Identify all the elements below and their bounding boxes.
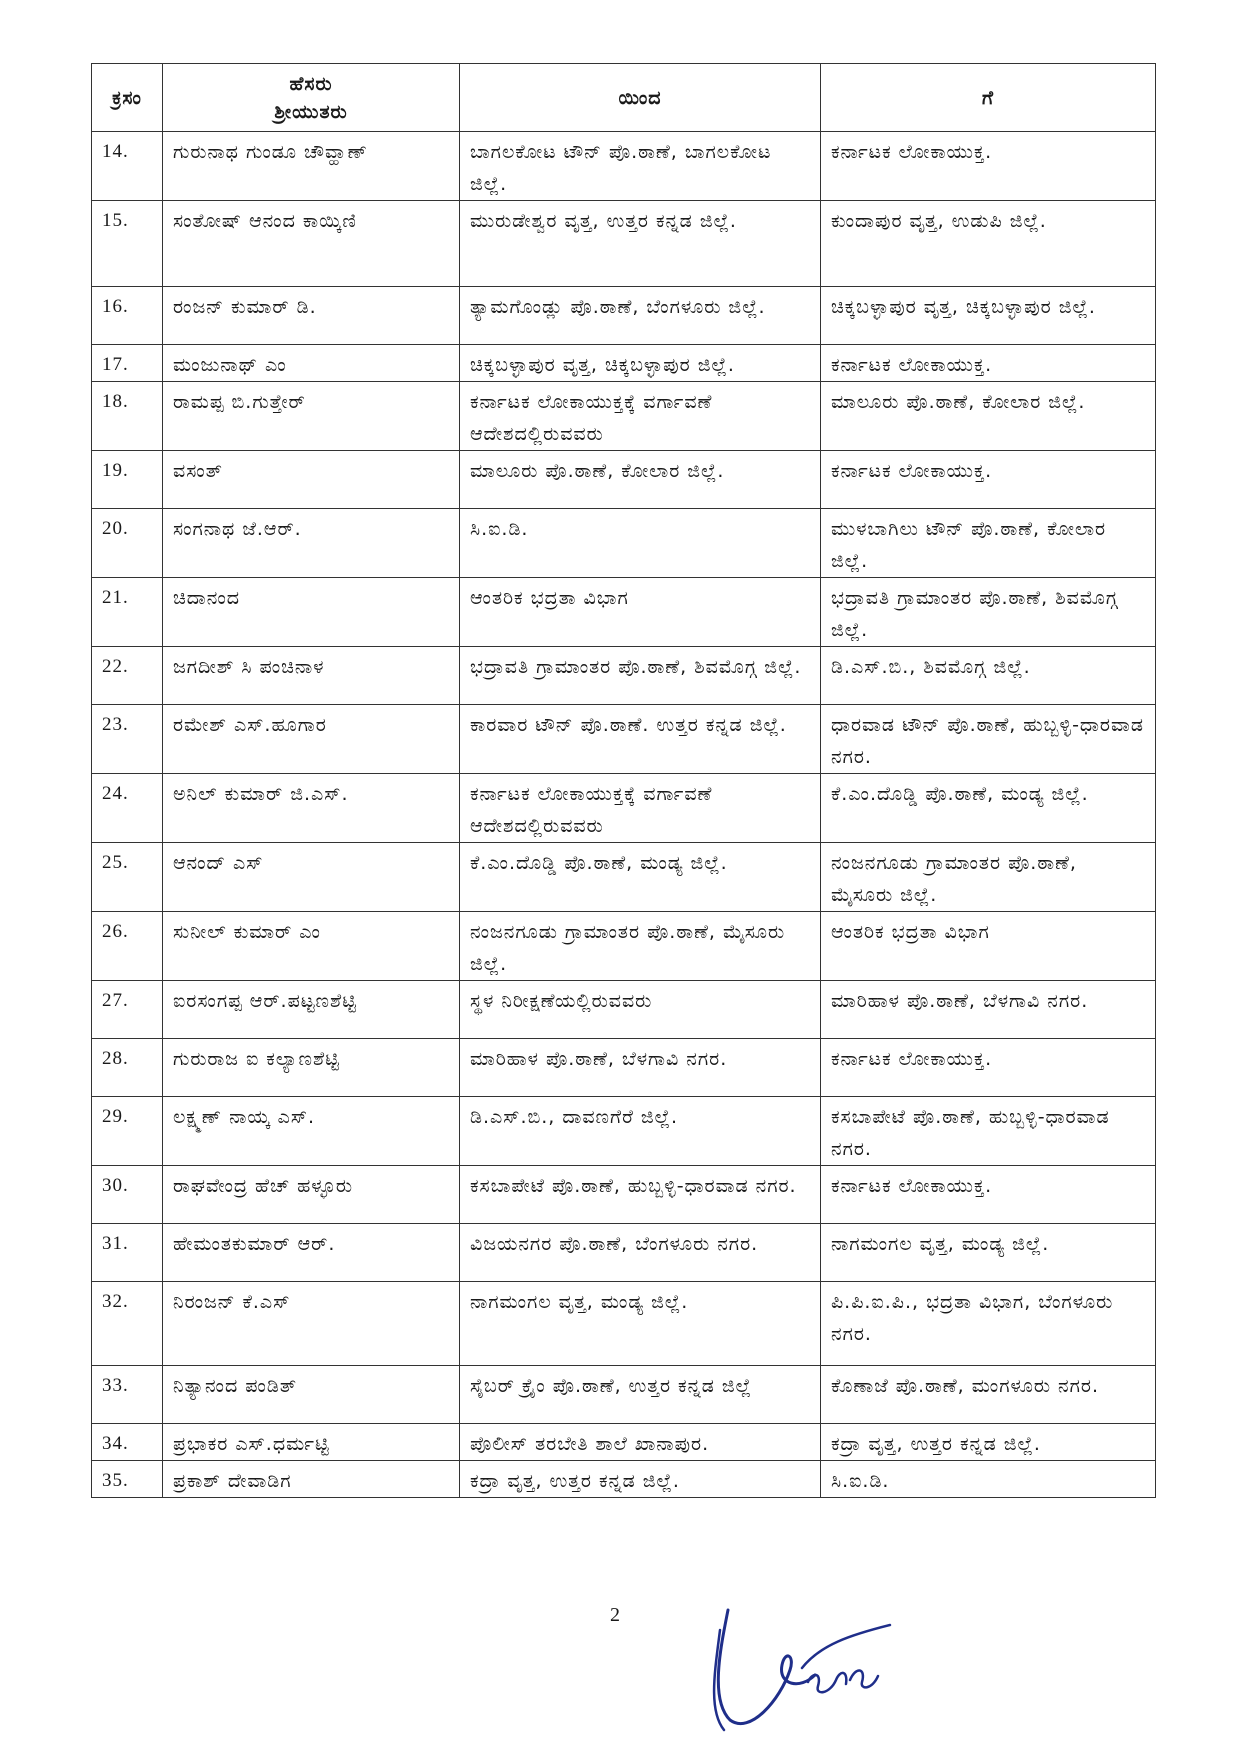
cell-from: ಕಾರವಾರ ಟೌನ್ ಪೊ.ಠಾಣೆ. ಉತ್ತರ ಕನ್ನಡ ಜಿಲ್ಲೆ. xyxy=(460,705,821,774)
header-serial: ಕ್ರಸಂ xyxy=(92,64,163,132)
table-row xyxy=(92,981,1156,1039)
cell-to: ಚಿಕ್ಕಬಳ್ಳಾಪುರ ವೃತ್ತ, ಚಿಕ್ಕಬಳ್ಳಾಪುರ ಜಿಲ್ಲೆ. xyxy=(821,287,1156,345)
cell-serial: 19. xyxy=(92,451,163,509)
cell-to: ಕೆ.ಎಂ.ದೊಡ್ಡಿ ಪೊ.ಠಾಣೆ, ಮಂಡ್ಯ ಜಿಲ್ಲೆ. xyxy=(821,774,1156,843)
cell-from: ಚಿಕ್ಕಬಳ್ಳಾಪುರ ವೃತ್ತ, ಚಿಕ್ಕಬಳ್ಳಾಪುರ ಜಿಲ್ಲೆ. xyxy=(460,345,821,382)
cell-serial: 34. xyxy=(92,1424,163,1461)
cell-name: ಗುರುರಾಜ ಐ ಕಲ್ಯಾಣಶೆಟ್ಟಿ xyxy=(163,1039,460,1097)
cell-to: ಕರ್ನಾಟಕ ಲೋಕಾಯುಕ್ತ. xyxy=(821,451,1156,509)
cell-name: ಐರಸಂಗಪ್ಪ ಆರ್.ಪಟ್ಟಣಶೆಟ್ಟಿ xyxy=(163,981,460,1039)
table-row xyxy=(92,1366,1156,1424)
cell-to: ಧಾರವಾಡ ಟೌನ್ ಪೊ.ಠಾಣೆ, ಹುಬ್ಬಳ್ಳಿ-ಧಾರವಾಡ ನಗರ. xyxy=(821,705,1156,774)
cell-from: ಕರ್ನಾಟಕ ಲೋಕಾಯುಕ್ತಕ್ಕೆ ವರ್ಗಾವಣೆ ಆದೇಶದಲ್ಲಿರುವವರು xyxy=(460,382,821,451)
cell-name: ರಾಮಪ್ಪ ಬಿ.ಗುತ್ತೇರ್ xyxy=(163,382,460,451)
table-row xyxy=(92,201,1156,287)
header-from: ಯಿಂದ xyxy=(460,64,821,132)
header-name-line1: ಹೆಸರು xyxy=(289,72,333,95)
cell-to: ಭದ್ರಾವತಿ ಗ್ರಾಮಾಂತರ ಪೊ.ಠಾಣೆ, ಶಿವಮೊಗ್ಗ ಜಿಲ್ಲೆ. xyxy=(821,578,1156,647)
cell-from: ಕದ್ರಾ ವೃತ್ತ, ಉತ್ತರ ಕನ್ನಡ ಜಿಲ್ಲೆ. xyxy=(460,1461,821,1498)
cell-to: ಕರ್ನಾಟಕ ಲೋಕಾಯುಕ್ತ. xyxy=(821,132,1156,201)
cell-name: ಲಕ್ಷ್ಮಣ್ ನಾಯ್ಕ ಎಸ್. xyxy=(163,1097,460,1166)
cell-name: ಪ್ರಕಾಶ್ ದೇವಾಡಿಗ xyxy=(163,1461,460,1498)
cell-serial: 31. xyxy=(92,1224,163,1282)
table-body xyxy=(92,132,1156,1498)
table-row xyxy=(92,647,1156,705)
cell-from: ಕಸಬಾಪೇಟೆ ಪೊ.ಠಾಣೆ, ಹುಬ್ಬಳ್ಳಿ-ಧಾರವಾಡ ನಗರ. xyxy=(460,1166,821,1224)
table-row xyxy=(92,509,1156,578)
cell-from: ಭದ್ರಾವತಿ ಗ್ರಾಮಾಂತರ ಪೊ.ಠಾಣೆ, ಶಿವಮೊಗ್ಗ ಜಿಲ್ಲೆ. xyxy=(460,647,821,705)
cell-to: ಕದ್ರಾ ವೃತ್ತ, ಉತ್ತರ ಕನ್ನಡ ಜಿಲ್ಲೆ. xyxy=(821,1424,1156,1461)
table-row xyxy=(92,843,1156,912)
cell-serial: 15. xyxy=(92,201,163,287)
cell-name: ಆನಂದ್ ಎಸ್ xyxy=(163,843,460,912)
header-name xyxy=(163,64,460,132)
cell-from: ಕರ್ನಾಟಕ ಲೋಕಾಯುಕ್ತಕ್ಕೆ ವರ್ಗಾವಣೆ ಆದೇಶದಲ್ಲಿರುವವರು xyxy=(460,774,821,843)
table-row xyxy=(92,705,1156,774)
cell-serial: 30. xyxy=(92,1166,163,1224)
table-row xyxy=(92,1224,1156,1282)
cell-serial: 28. xyxy=(92,1039,163,1097)
cell-to: ನಾಗಮಂಗಲ ವೃತ್ತ, ಮಂಡ್ಯ ಜಿಲ್ಲೆ. xyxy=(821,1224,1156,1282)
cell-serial: 23. xyxy=(92,705,163,774)
table-header-row xyxy=(92,64,1156,132)
cell-serial: 17. xyxy=(92,345,163,382)
table-row xyxy=(92,578,1156,647)
cell-to: ಮಾಲೂರು ಪೊ.ಠಾಣೆ, ಕೋಲಾರ ಜಿಲ್ಲೆ. xyxy=(821,382,1156,451)
cell-name: ಜಗದೀಶ್ ಸಿ ಪಂಚಿನಾಳ xyxy=(163,647,460,705)
cell-name: ರಂಜನ್ ಕುಮಾರ್ ಡಿ. xyxy=(163,287,460,345)
cell-to: ಪಿ.ಪಿ.ಐ.ಪಿ., ಭದ್ರತಾ ವಿಭಾಗ, ಬೆಂಗಳೂರು ನಗರ. xyxy=(821,1282,1156,1366)
cell-serial: 20. xyxy=(92,509,163,578)
cell-serial: 18. xyxy=(92,382,163,451)
cell-from: ಪೊಲೀಸ್ ತರಬೇತಿ ಶಾಲೆ ಖಾನಾಪುರ. xyxy=(460,1424,821,1461)
cell-from: ಮಾಲೂರು ಪೊ.ಠಾಣೆ, ಕೋಲಾರ ಜಿಲ್ಲೆ. xyxy=(460,451,821,509)
cell-name: ಹೇಮಂತಕುಮಾರ್ ಆರ್. xyxy=(163,1224,460,1282)
table-row xyxy=(92,451,1156,509)
table-row xyxy=(92,1097,1156,1166)
cell-serial: 22. xyxy=(92,647,163,705)
cell-serial: 35. xyxy=(92,1461,163,1498)
cell-from: ನಾಗಮಂಗಲ ವೃತ್ತ, ಮಂಡ್ಯ ಜಿಲ್ಲೆ. xyxy=(460,1282,821,1366)
cell-name: ಮಂಜುನಾಥ್ ಎಂ xyxy=(163,345,460,382)
cell-from: ಆಂತರಿಕ ಭದ್ರತಾ ವಿಭಾಗ xyxy=(460,578,821,647)
table-row xyxy=(92,774,1156,843)
table-row xyxy=(92,1282,1156,1366)
signature-icon xyxy=(690,1590,920,1740)
cell-to: ನಂಜನಗೂಡು ಗ್ರಾಮಾಂತರ ಪೊ.ಠಾಣೆ, ಮೈಸೂರು ಜಿಲ್ಲೆ. xyxy=(821,843,1156,912)
cell-serial: 29. xyxy=(92,1097,163,1166)
cell-from: ಮುರುಡೇಶ್ವರ ವೃತ್ತ, ಉತ್ತರ ಕನ್ನಡ ಜಿಲ್ಲೆ. xyxy=(460,201,821,287)
header-to: ಗೆ xyxy=(821,64,1156,132)
cell-name: ಗುರುನಾಥ ಗುಂಡೂ ಚೌವ್ಹಾಣ್ xyxy=(163,132,460,201)
table-row xyxy=(92,287,1156,345)
cell-from: ಮಾರಿಹಾಳ ಪೊ.ಠಾಣೆ, ಬೆಳಗಾವಿ ನಗರ. xyxy=(460,1039,821,1097)
cell-to: ಮುಳಬಾಗಿಲು ಟೌನ್ ಪೊ.ಠಾಣೆ, ಕೋಲಾರ ಜಿಲ್ಲೆ. xyxy=(821,509,1156,578)
table-row xyxy=(92,912,1156,981)
cell-to: ಡಿ.ಎಸ್.ಬಿ., ಶಿವಮೊಗ್ಗ ಜಿಲ್ಲೆ. xyxy=(821,647,1156,705)
cell-serial: 32. xyxy=(92,1282,163,1366)
cell-to: ಮಾರಿಹಾಳ ಪೊ.ಠಾಣೆ, ಬೆಳಗಾವಿ ನಗರ. xyxy=(821,981,1156,1039)
cell-to: ಕರ್ನಾಟಕ ಲೋಕಾಯುಕ್ತ. xyxy=(821,345,1156,382)
cell-from: ನಂಜನಗೂಡು ಗ್ರಾಮಾಂತರ ಪೊ.ಠಾಣೆ, ಮೈಸೂರು ಜಿಲ್ಲೆ. xyxy=(460,912,821,981)
transfer-table xyxy=(91,63,1156,1498)
cell-to: ಸಿ.ಐ.ಡಿ. xyxy=(821,1461,1156,1498)
cell-to: ಕರ್ನಾಟಕ ಲೋಕಾಯುಕ್ತ. xyxy=(821,1166,1156,1224)
cell-name: ನಿರಂಜನ್ ಕೆ.ಎಸ್ xyxy=(163,1282,460,1366)
cell-name: ನಿತ್ಯಾನಂದ ಪಂಡಿತ್ xyxy=(163,1366,460,1424)
cell-name: ಸಂತೋಷ್ ಆನಂದ ಕಾಯ್ಕಿಣಿ xyxy=(163,201,460,287)
table-row xyxy=(92,1461,1156,1498)
cell-to: ಕುಂದಾಪುರ ವೃತ್ತ, ಉಡುಪಿ ಜಿಲ್ಲೆ. xyxy=(821,201,1156,287)
cell-from: ಸ್ಥಳ ನಿರೀಕ್ಷಣೆಯಲ್ಲಿರುವವರು xyxy=(460,981,821,1039)
cell-from: ವಿಜಯನಗರ ಪೊ.ಠಾಣೆ, ಬೆಂಗಳೂರು ನಗರ. xyxy=(460,1224,821,1282)
cell-to: ಕೊಣಾಜೆ ಪೊ.ಠಾಣೆ, ಮಂಗಳೂರು ನಗರ. xyxy=(821,1366,1156,1424)
cell-from: ಬಾಗಲಕೋಟ ಟೌನ್ ಪೊ.ಠಾಣೆ, ಬಾಗಲಕೋಟ ಜಿಲ್ಲೆ. xyxy=(460,132,821,201)
cell-from: ತ್ಯಾಮಗೊಂಡ್ಲು ಪೊ.ಠಾಣೆ, ಬೆಂಗಳೂರು ಜಿಲ್ಲೆ. xyxy=(460,287,821,345)
cell-name: ಸುನೀಲ್ ಕುಮಾರ್ ಎಂ xyxy=(163,912,460,981)
table-row xyxy=(92,1424,1156,1461)
cell-name: ಅನಿಲ್ ಕುಮಾರ್ ಜಿ.ಎಸ್. xyxy=(163,774,460,843)
cell-name: ಚಿದಾನಂದ xyxy=(163,578,460,647)
cell-name: ಸಂಗನಾಥ ಜೆ.ಆರ್. xyxy=(163,509,460,578)
cell-name: ರಮೇಶ್ ಎಸ್.ಹೂಗಾರ xyxy=(163,705,460,774)
cell-serial: 16. xyxy=(92,287,163,345)
table-row xyxy=(92,1166,1156,1224)
cell-from: ಕೆ.ಎಂ.ದೊಡ್ಡಿ ಪೊ.ಠಾಣೆ, ಮಂಡ್ಯ ಜಿಲ್ಲೆ. xyxy=(460,843,821,912)
page-number: 2 xyxy=(610,1604,620,1626)
cell-serial: 21. xyxy=(92,578,163,647)
cell-serial: 33. xyxy=(92,1366,163,1424)
cell-to: ಕಸಬಾಪೇಟೆ ಪೊ.ಠಾಣೆ, ಹುಬ್ಬಳ್ಳಿ-ಧಾರವಾಡ ನಗರ. xyxy=(821,1097,1156,1166)
table-row xyxy=(92,382,1156,451)
cell-serial: 25. xyxy=(92,843,163,912)
cell-to: ಕರ್ನಾಟಕ ಲೋಕಾಯುಕ್ತ. xyxy=(821,1039,1156,1097)
cell-from: ಸೈಬರ್ ಕ್ರೈಂ ಪೊ.ಠಾಣೆ, ಉತ್ತರ ಕನ್ನಡ ಜಿಲ್ಲೆ xyxy=(460,1366,821,1424)
cell-serial: 24. xyxy=(92,774,163,843)
table-row xyxy=(92,132,1156,201)
cell-serial: 26. xyxy=(92,912,163,981)
cell-name: ರಾಘವೇಂದ್ರ ಹೆಚ್ ಹಳ್ಳೂರು xyxy=(163,1166,460,1224)
header-name-line2: ಶ್ರೀಯುತರು xyxy=(274,100,348,123)
cell-to: ಆಂತರಿಕ ಭದ್ರತಾ ವಿಭಾಗ xyxy=(821,912,1156,981)
cell-serial: 27. xyxy=(92,981,163,1039)
cell-from: ಡಿ.ಎಸ್.ಬಿ., ದಾವಣಗೆರೆ ಜಿಲ್ಲೆ. xyxy=(460,1097,821,1166)
cell-name: ವಸಂತ್ xyxy=(163,451,460,509)
table-row xyxy=(92,345,1156,382)
cell-serial: 14. xyxy=(92,132,163,201)
cell-name: ಪ್ರಭಾಕರ ಎಸ್.ಧರ್ಮಟ್ಟಿ xyxy=(163,1424,460,1461)
table-row xyxy=(92,1039,1156,1097)
cell-from: ಸಿ.ಐ.ಡಿ. xyxy=(460,509,821,578)
